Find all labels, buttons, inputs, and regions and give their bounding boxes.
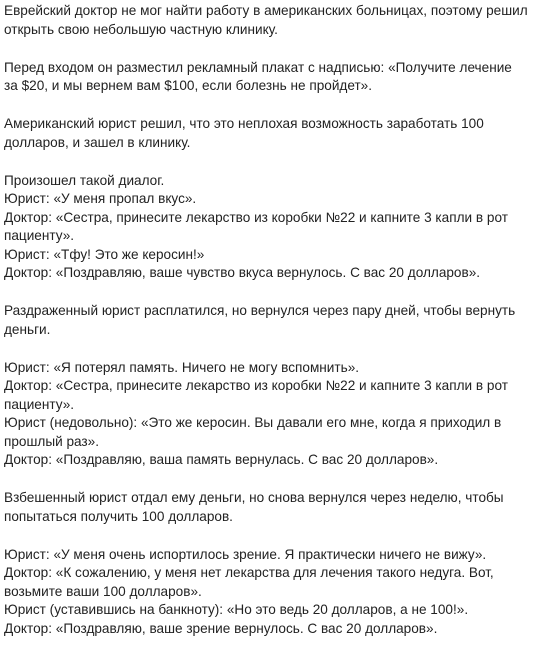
text-line: Юрист: «У меня пропал вкус». [4, 191, 197, 206]
text-line: Юрист: «Я потерял память. Ничего не могу вспомнить». [4, 359, 360, 375]
text-line: возьмите ваши 100 долларов». [4, 583, 202, 599]
text-line: Доктор: «Сестра, принесите лекарство из коробки №22 и капните 3 капли в рот [4, 209, 508, 225]
paragraph-dialog-vision [4, 546, 535, 639]
paragraph-intro [4, 2, 535, 39]
text-line: Доктор: «Поздравляю, ваша память вернулась. С вас 20 долларов». [4, 452, 439, 467]
text-line: деньги. [4, 321, 51, 337]
paragraph-dialog-memory [4, 359, 535, 470]
text-line: Юрист: «Тфу! Это же керосин!» [4, 246, 205, 262]
text-line: Еврейский доктор не мог найти работу в американских больницах, поэтому решил [4, 3, 528, 18]
text-line: Произошел такой диалог. [4, 172, 165, 188]
text-line: долларов, и зашел в клинику. [4, 134, 191, 150]
joke-text [4, 0, 535, 658]
text-line: Доктор: «Сестра, принесите лекарство из коробки №22 и капните 3 капли в рот [4, 378, 508, 393]
text-line: открыть свою небольшую частную клинику. [4, 21, 278, 37]
text-line: Юрист: «У меня очень испортилось зрение. Я практически ничего не вижу». [4, 546, 487, 562]
text-line: Доктор: «К сожалению, у меня нет лекарства для лечения такого недуга. Вот, [4, 565, 494, 580]
text-line: за $20, и мы вернем вам $100, если болезнь не пройдет». [4, 78, 373, 93]
text-line: Взбешенный юрист отдал ему деньги, но снова вернулся через неделю, чтобы [4, 490, 504, 505]
text-line: попытаться получить 100 долларов. [4, 508, 233, 524]
text-line: пациенту». [4, 228, 75, 243]
paragraph-lawyer-decides [4, 115, 535, 152]
text-line: Перед входом он разместил рекламный плакат с надписью: «Получите лечение [4, 59, 512, 75]
text-line: прошлый раз». [4, 433, 99, 449]
paragraph-poster [4, 59, 535, 96]
text-line: Раздраженный юрист расплатился, но вернулся через пару дней, чтобы вернуть [4, 303, 516, 318]
paragraph-dialog-taste [4, 172, 535, 283]
text-line: Доктор: «Поздравляю, ваше зрение вернулось. С вас 20 долларов». [4, 620, 438, 636]
text-line: Американский юрист решил, что это неплохая возможность заработать 100 [4, 116, 484, 131]
text-line: Юрист (недовольно): «Это же керосин. Вы давали его мне, когда я приходил в [4, 415, 502, 430]
text-line: пациенту». [4, 396, 75, 412]
paragraph-lawyer-furious [4, 489, 535, 526]
text-line: Доктор: «Поздравляю, ваше чувство вкуса вернулось. С вас 20 долларов». [4, 265, 481, 280]
paragraph-lawyer-returns [4, 302, 535, 339]
text-line: Юрист (уставившись на банкноту): «Но это ведь 20 долларов, а не 100!». [4, 602, 469, 617]
